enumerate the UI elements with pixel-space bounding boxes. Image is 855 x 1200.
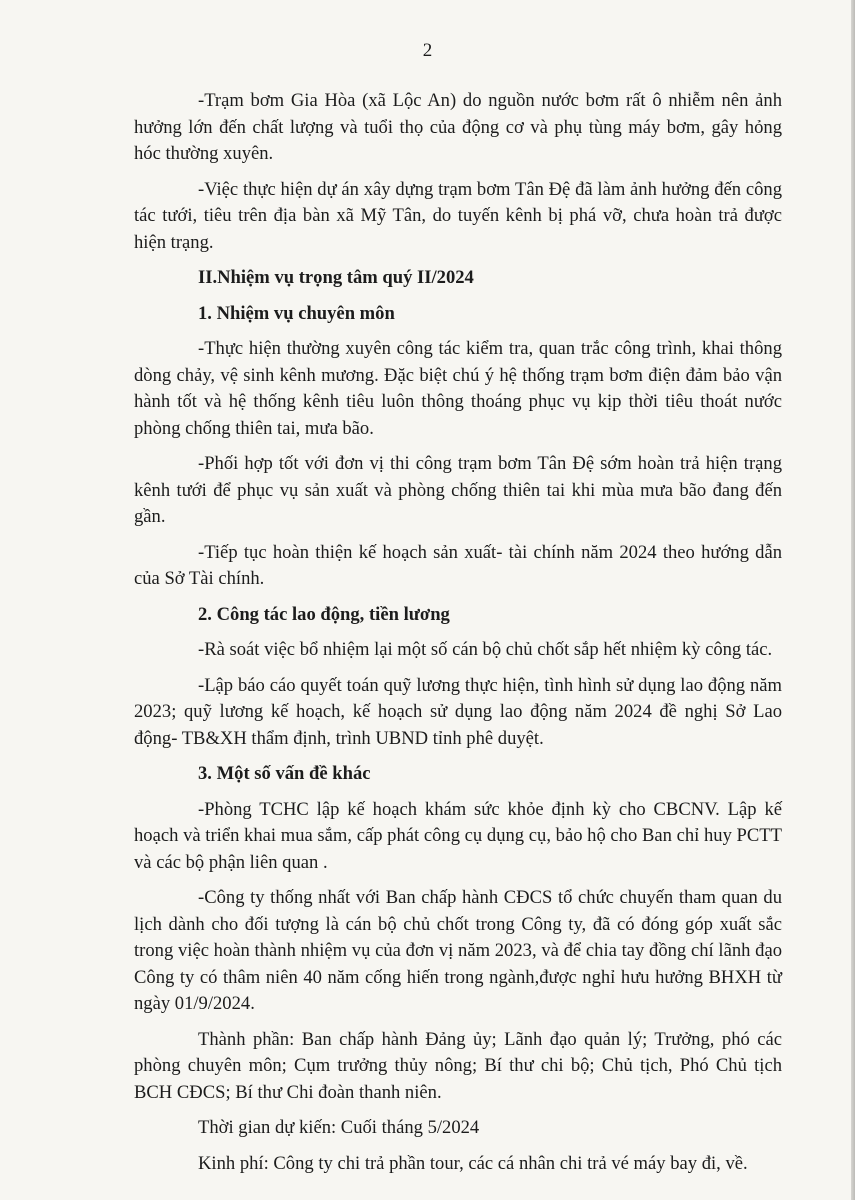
subsection-heading: 2. Công tác lao động, tiền lương	[198, 603, 450, 625]
subsection-heading: 1. Nhiệm vụ chuyên môn	[198, 302, 395, 324]
paragraph: -Công ty thống nhất với Ban chấp hành CĐCS tổ chức chuyến tham quan du lịch dành cho đối tượng là cán bộ chủ chốt trong Công ty, đã có đóng góp xuất sắc trong việc hoàn thành nhiệm vụ của đơn vị năm 2023, và để chia tay đồng chí lãnh đạo Công ty có thâm niên 40 năm cống hiến trong ngành,được nghỉ hưu hưởng BHXH từ ngày 01/9/2024.	[134, 887, 782, 1014]
paragraph: -Trạm bơm Gia Hòa (xã Lộc An) do nguồn nước bơm rất ô nhiễm nên ảnh hưởng lớn đến chất lượng và tuổi thọ của động cơ và phụ tùng máy bơm, gây hỏng hóc thường xuyên.	[134, 90, 782, 164]
page-number: 2	[422, 40, 433, 61]
subsection-heading: 3. Một số vấn đề khác	[198, 763, 371, 784]
paragraph: Thời gian dự kiến: Cuối tháng 5/2024	[198, 1117, 480, 1138]
paragraph: -Thực hiện thường xuyên công tác kiểm tra, quan trắc công trình, khai thông dòng chảy, vệ sinh kênh mương. Đặc biệt chú ý hệ thống trạm bơm điện đảm bảo vận hành tốt và hệ thống kênh tiêu luôn thông thoáng phục vụ kịp thời tiêu thoát nước phòng chống thiên tai, mưa bão.	[134, 338, 782, 439]
paragraph: Thành phần: Ban chấp hành Đảng ủy; Lãnh đạo quản lý; Trưởng, phó các phòng chuyên môn; Cụm trưởng thủy nông; Bí thư chi bộ; Chủ tịch, Phó Chủ tịch BCH CĐCS; Bí thư Chi đoàn thanh niên.	[134, 1028, 782, 1103]
paragraph: -Phòng TCHC lập kế hoạch khám sức khỏe định kỳ cho CBCNV. Lập kế hoạch và triển khai mua sắm, cấp phát công cụ dụng cụ, bảo hộ cho Ban chỉ huy PCTT và các bộ phận liên quan .	[134, 798, 782, 873]
paragraph: -Phối hợp tốt với đơn vị thi công trạm bơm Tân Đệ sớm hoàn trả hiện trạng kênh tưới để phục vụ sản xuất và phòng chống thiên tai khi mùa mưa bão đang đến gần.	[134, 453, 782, 527]
paragraph: -Lập báo cáo quyết toán quỹ lương thực hiện, tình hình sử dụng lao động năm 2023; quỹ lương kế hoạch, kế hoạch sử dụng lao động năm 2024 đề nghị Sở Lao động- TB&XH thẩm định, trình UBND tỉnh phê duyệt.	[134, 674, 782, 749]
paragraph: -Việc thực hiện dự án xây dựng trạm bơm Tân Đệ đã làm ảnh hưởng đến công tác tưới, tiêu trên địa bàn xã Mỹ Tân, do tuyến kênh bị phá vỡ, chưa hoàn trả được hiện trạng.	[134, 178, 782, 253]
section-heading: II.Nhiệm vụ trọng tâm quý II/2024	[198, 267, 474, 288]
paragraph: -Rà soát việc bổ nhiệm lại một số cán bộ chủ chốt sắp hết nhiệm kỳ công tác.	[198, 639, 773, 660]
paragraph: Kinh phí: Công ty chi trả phần tour, các cá nhân chi trả vé máy bay đi, về.	[198, 1152, 748, 1174]
paragraph: -Tiếp tục hoàn thiện kế hoạch sản xuất- tài chính năm 2024 theo hướng dẫn của Sở Tài chính.	[134, 541, 782, 589]
page-edge-shadow	[851, 0, 855, 1200]
document-body	[134, 88, 782, 1186]
